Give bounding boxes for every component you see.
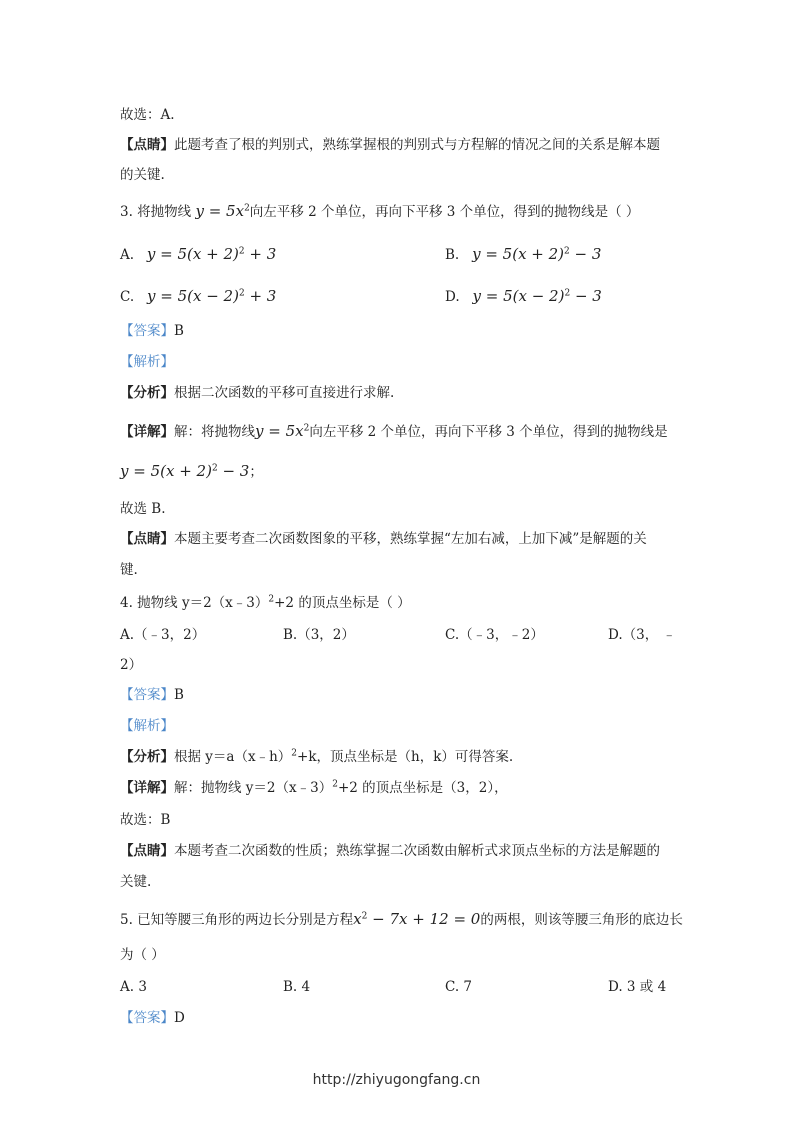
q4-option-b: B.（3，2） — [283, 627, 355, 643]
q3-analysis: 【解析】 — [120, 354, 174, 370]
note-line-cont: 的关键. — [120, 167, 165, 183]
q3-result: $y = 5(x + 2)^2 - 3$； — [120, 462, 263, 480]
q4-note-cont: 关键. — [120, 874, 152, 890]
q4-option-c: C.（﹣3，﹣2） — [445, 627, 544, 643]
q4-stem: 4. 抛物线 y＝2（x﹣3）$^2$+2 的顶点坐标是（ ） — [120, 594, 411, 611]
q3-xiangjie: 【详解】解：将抛物线$y = 5x^2$向左平移 2 个单位，再向下平移 3 个单位，得到的抛物线是 — [120, 422, 668, 440]
q3-option-c: C. $y = 5(x - 2)^2 + 3$ — [120, 287, 277, 305]
q5-stem: 5. 已知等腰三角形的两边长分别是方程$x^2 - 7x + 12 = 0$的两根，则该等腰三角形的底边长 — [120, 910, 683, 928]
q4-note: 【点睛】本题考查二次函数的性质；熟练掌握二次函数由解析式求顶点坐标的方法是解题的 — [120, 843, 660, 859]
q3-formula: y = 5x — [195, 202, 245, 220]
q4-option-d: D.（3， ﹣ — [608, 627, 677, 643]
q3-stem: 3. 将抛物线 $y = 5x^2$向左平移 2 个单位，再向下平移 3 个单位，得到的抛物线是（ ） — [120, 202, 640, 220]
q3-option-d: D. $y = 5(x - 2)^2 - 3$ — [445, 287, 602, 305]
q4-analysis: 【解析】 — [120, 718, 174, 734]
q5-option-d: D. 3 或 4 — [608, 979, 667, 995]
note-line: 【点睛】此题考查了根的判别式，熟练掌握根的判别式与方程解的情况之间的关系是解本题 — [120, 137, 660, 153]
q5-option-c: C. 7 — [445, 979, 473, 995]
q3-note: 【点睛】本题主要考查二次函数图象的平移，熟练掌握“左加右减，上加下减”是解题的关 — [120, 531, 647, 547]
q3-option-b: B. $y = 5(x + 2)^2 - 3$ — [445, 245, 602, 263]
choice-line: 故选：A. — [120, 107, 175, 123]
q4-option-a: A.（﹣3，2） — [120, 627, 206, 643]
note-tag: 【点睛】 — [120, 137, 174, 153]
q3-answer: 【答案】B — [120, 323, 184, 339]
q3-fenxi: 【分析】根据二次函数的平移可直接进行求解. — [120, 385, 395, 401]
q3-note-cont: 键. — [120, 562, 138, 578]
q4-answer: 【答案】B — [120, 687, 184, 703]
q5-option-a: A. 3 — [120, 979, 147, 995]
q3-option-a: A. $y = 5(x + 2)^2 + 3$ — [120, 245, 277, 263]
q5-answer: 【答案】D — [120, 1010, 185, 1026]
footer-url: http://zhiyugongfang.cn — [312, 1072, 481, 1088]
q4-option-d-cont: 2） — [120, 657, 143, 673]
q5-stem-cont: 为（ ） — [120, 947, 165, 963]
q4-fenxi: 【分析】根据 y＝a（x﹣h）$^2$+k，顶点坐标是（h，k）可得答案. — [120, 748, 514, 765]
q4-choice: 故选：B — [120, 812, 171, 828]
q4-xiangjie: 【详解】解：抛物线 y＝2（x﹣3）$^2$+2 的顶点坐标是（3，2）， — [120, 779, 508, 796]
q5-option-b: B. 4 — [283, 979, 311, 995]
q3-choice: 故选 B. — [120, 501, 166, 517]
